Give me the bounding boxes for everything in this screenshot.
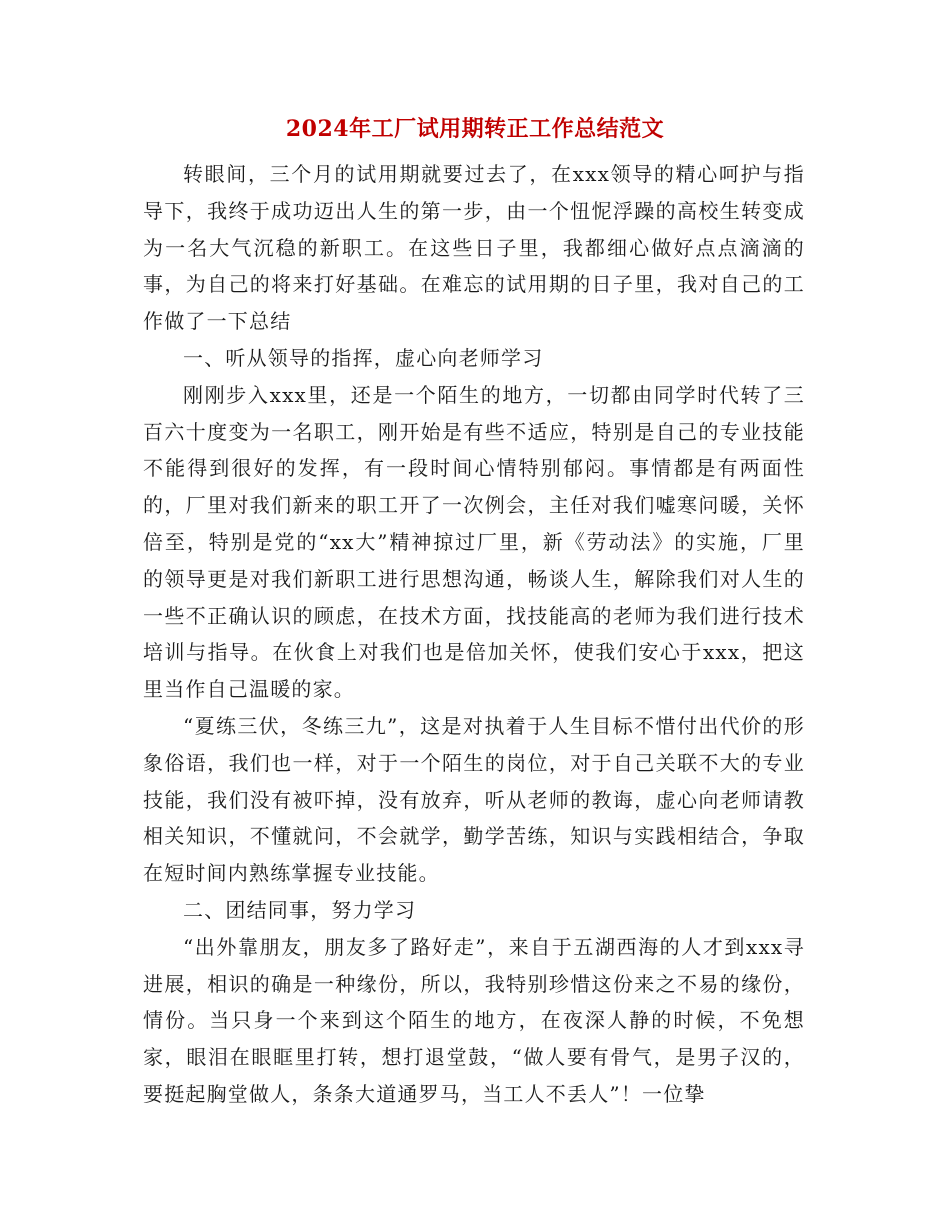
document-title: 2024年工厂试用期转正工作总结范文 (285, 116, 665, 142)
paragraph-section2-a: “出外靠朋友，朋友多了路好走”，来自于五湖西海的人才到xxx寻进展，相识的确是一种缘份，所以，我特别珍惜这份来之不易的缘份，情份。当只身一个来到这个陌生的地方，在夜深人静的时候，不免想家，眼泪在眼眶里打转，想打退堂鼓，“做人要有骨气，是男子汉的，要挺起胸堂做人，条条大道通罗马，当工人不丢人”！一位挚 (143, 934, 805, 1106)
document-body (143, 156, 805, 1113)
paragraph-intro: 转眼间，三个月的试用期就要过去了，在xxx领导的精心呵护与指导下，我终于成功迈出人生的第一步，由一个忸怩浮躁的高校生转变成为一名大气沉稳的新职工。在这些日子里，我都细心做好点点滴滴的事，为自己的将来打好基础。在难忘的试用期的日子里，我对自己的工作做了一下总结 (143, 162, 805, 334)
section-heading-2: 二、团结同事，努力学习 (183, 897, 417, 922)
paragraph-section1-b: “夏练三伏，冬练三九”，这是对执着于人生目标不惜付出代价的形象俗语，我们也一样，对于一个陌生的岗位，对于自己关联不大的专业技能，我们没有被吓掉，没有放弃，听从老师的教诲，虚心向老师请教相关知识，不懂就问，不会就学，勤学苦练，知识与实践相结合，争取在短时间内熟练掌握专业技能。 (143, 713, 805, 886)
paragraph-section1-a: 刚刚步入xxx里，还是一个陌生的地方，一切都由同学时代转了三百六十度变为一名职工，刚开始是有些不适应，特别是自己的专业技能不能得到很好的发挥，有一段时间心情特别郁闷。事情都是有两面性的，厂里对我们新来的职工开了一次例会，主任对我们嘘寒问暖，关怀倍至，特别是党的“xx大”精神掠过厂里，新《劳动法》的实施，厂里的领导更是对我们新职工进行思想沟通，畅谈人生，解除我们对人生的一些不正确认识的顾虑，在技术方面，找技能高的老师为我们进行技术培训与指导。在伙食上对我们也是倍加关怀，使我们安心于xxx，把这里当作自己温暖的家。 (143, 382, 805, 702)
section-heading-1: 一、听从领导的指挥，虚心向老师学习 (183, 345, 544, 370)
